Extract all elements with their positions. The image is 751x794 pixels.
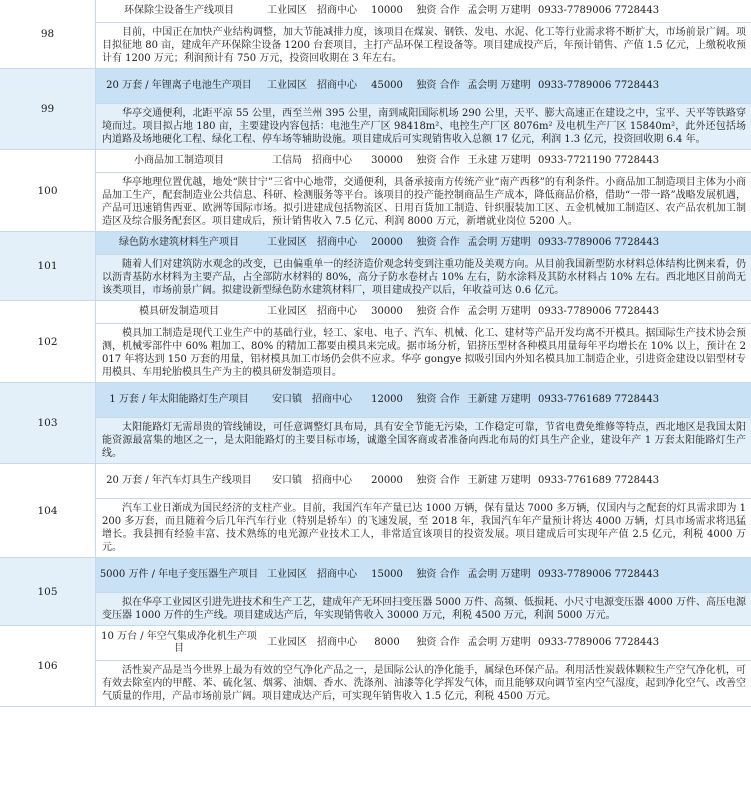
project-header [96,301,751,324]
project-location: 工业园区 招商中心 [267,80,357,91]
project-header [96,558,751,593]
project-investment: 10000 [371,5,403,16]
project-header [96,626,751,661]
project-header [96,464,751,499]
project-investment: 20000 [371,475,403,486]
project-location: 工信局 招商中心 [272,155,352,166]
project-row [0,558,751,626]
project-contact: 孟会明 万建明 [467,80,531,91]
project-contact: 孟会明 万建明 [467,569,531,580]
project-phone: 0933-7761689 7728443 [538,394,660,405]
project-investment: 12000 [371,394,403,405]
project-contact: 孟会明 万建明 [467,237,531,248]
project-header [96,383,751,418]
project-description: 模具加工制造是现代工业生产中的基础行业，轻工、家电、电子、汽车、机械、化工、建材等产品开发均离不开模具。据国际生产技术协会预测，机械零部件中 60% 粗加工、80% 的精加工都要由模具来完成。据市场分析，铝挤压型材各种模具用量每年平均增长在 10% 以上，预计在 2017 年将达到 150 万套的用量，铝材模具加工市场仍会供不应求。华亭 gongye 拟吸引国内外知名模具加工制造企业，引进资金建设以铝型材专用模具、车用轮胎模具生产为主的模具研发制造项目。 [102,328,746,378]
project-contact: 王新建 万建明 [467,475,531,486]
project-number: 104 [0,464,96,557]
project-contact: 孟会明 万建明 [467,637,531,648]
project-header [96,69,751,104]
project-cooperation-mode: 独资 合作 [416,306,460,317]
project-location: 工业园区 招商中心 [267,5,357,16]
project-number: 103 [0,383,96,463]
project-cooperation-mode: 独资 合作 [416,569,460,580]
project-description: 拟在华亭工业园区引进先进技术和生产工艺，建成年产无环回扫变压器 5000 万件、高频、低损耗、小尺寸电源变压器 4000 万件、高压电源变压器 1000 万件的生产线。项目建成达产后，年实现销售收入 30000 万元，利税 4500 万元，利润 5000 万元。 [96,593,751,625]
project-body [96,464,751,557]
project-description: 华亭交通便利，北距平凉 55 公里，西至兰州 395 公里，南到咸阳国际机场 290 公里，天平、膨大高速正在建设之中，宝平、天平等铁路穿境而过。项目拟占地 180 亩，主要建设内容包括：电池生产厂区 98418m²、电控生产厂区 8076m² 及电机生产厂区 15840m²，此外还包括场内道路及场地硬化工程、绿化工程、停车场等辅助设施。项目建成后可实现销售收入总额 17 亿元，利润 1.3 亿元，投资回收期 6.4 年。 [96,104,751,149]
project-phone: 0933-7789006 7728443 [538,80,660,91]
project-phone: 0933-7789006 7728443 [538,637,660,648]
project-row [0,626,751,707]
project-name: 小商品加工制造项目 [134,155,224,166]
project-name: 10 万台 / 年空气集成净化机生产项目 [101,631,257,654]
project-investment: 30000 [371,306,403,317]
project-name: 绿色防水建筑材料生产项目 [119,237,239,248]
project-cooperation-mode: 独资 合作 [416,155,460,166]
project-row [0,383,751,464]
project-body [96,232,751,300]
project-number: 101 [0,232,96,300]
project-investment: 30000 [371,155,403,166]
project-name: 环保除尘设备生产线项目 [124,5,234,16]
project-cooperation-mode: 独资 合作 [416,475,460,486]
project-number: 99 [0,69,96,149]
project-cooperation-mode: 独资 合作 [416,394,460,405]
project-location: 工业园区 招商中心 [267,237,357,248]
project-cooperation-mode: 独资 合作 [416,80,460,91]
project-body [96,0,751,68]
project-name: 20 万套 / 年锂离子电池生产项目 [106,80,252,91]
project-contact: 孟会明 万建明 [467,5,531,16]
project-number: 100 [0,150,96,231]
project-contact: 孟会明 万建明 [467,306,531,317]
project-body [96,150,751,231]
project-location: 安口镇 招商中心 [272,394,352,405]
project-phone: 0933-7789006 7728443 [538,237,660,248]
project-description: 汽车工业日渐成为国民经济的支柱产业。目前，我国汽车年产量已达 1000 万辆，保有量达 7000 多万辆，仅国内与之配套的灯具需求即为 1200 多万套，而且随着今后几年汽车行业（特别是轿车）的飞速发展，至 2018 年，我国汽车年产量预计将达 4000 万辆，灯具市场需求将迅猛增长。我县拥有经验丰富、技术熟练的电光源产业技术工人，非常适宜该项目的投资发展。项目建成后可实现年产值 2.5 亿元，利税 4000 万元。 [102,503,746,553]
project-phone: 0933-7789006 7728443 [538,569,660,580]
project-location: 工业园区 招商中心 [267,637,357,648]
project-name: 5000 万件 / 年电子变压器生产项目 [99,569,259,580]
project-number: 102 [0,301,96,382]
project-cooperation-mode: 独资 合作 [416,237,460,248]
project-description: 太阳能路灯无需昂贵的管线铺设，可任意调整灯具布局，具有安全节能无污染，工作稳定可靠，节省电费免维修等特点，西北地区是我国太阳能资源最富集的地区之一，是太阳能路灯的主要目标市场，诚邀全国客商或者准备向西北布局的灯具生产企业，建设年产 1 万套太阳能路灯生产线。 [96,418,751,463]
project-phone: 0933-7761689 7728443 [538,475,660,486]
project-row [0,69,751,150]
project-row [0,0,751,69]
project-phone: 0933-7789006 7728443 [538,306,660,317]
project-description: 活性炭产品是当今世界上最为有效的空气净化产品之一，是国际公认的净化能手，属绿色环保产品。利用活性炭载体颗粒生产空气净化机，可有效去除室内的甲醛、苯、硫化氢、烟雾、油烟、香水、洗涤剂、油漆等化学挥发气体，而且能够双向调节室内空气湿度，起到净化空气、改善空气质量的作用，产品市场前景广阔。项目建成达产后，可实现年销售收入 1.5 亿元，利税 4500 万元。 [102,665,746,702]
project-name: 模具研发制造项目 [139,306,219,317]
project-contact: 王永建 万建明 [467,155,531,166]
project-body [96,626,751,706]
project-number: 106 [0,626,96,706]
project-phone: 0933-7721190 7728443 [538,155,660,166]
project-header [96,0,751,23]
project-investment: 8000 [374,637,400,648]
project-description: 目前，中国正在加快产业结构调整，加大节能减排力度，该项目在煤炭、钢铁、发电、水泥、化工等行业需求将不断扩大，市场前景广阔。项目拟征地 80 亩，建成年产环保除尘设备 1200 台套项目，主打产品环保工程设备等。项目建成投产后，年预计销售、产值 1.5 亿元，上缴税收预计有 1200 万元；利润预计有 750 万元，投资回收期在 3 年左右。 [102,27,746,64]
project-header [96,232,751,255]
project-contact: 王新建 万建明 [467,394,531,405]
project-location: 安口镇 招商中心 [272,475,352,486]
project-row [0,464,751,558]
project-investment: 20000 [371,237,403,248]
project-cooperation-mode: 独资 合作 [416,637,460,648]
project-investment: 15000 [371,569,403,580]
project-description: 华亭地理位置优越，地处“陕甘宁”三省中心地带，交通便利，具备承接南方传统产业“南产西移”的有利条件。小商品加工制造项目主体为小商品加工生产，配套制造业公共信息、科研、检测服务等平台。该项目的投产能控制商品生产成本，降低商品价格，借助“一带一路”战略发展机遇，产品可迅速销售西亚、欧洲等国际市场。拟引进建成包括物流区、日用百货加工制造、针织服装加工区、五金机械加工制造区、农产品农机加工制造区及综合服务配套区。项目建成后，预计销售收入 7.5 亿元、利润 8000 万元，新增就业岗位 5200 人。 [102,177,746,227]
project-header [96,150,751,173]
project-row [0,301,751,383]
project-description: 随着人们对建筑防水观念的改变，已由偏重单一的经济造价观念转变到注重功能及美观方向。从目前我国新型防水材料总体结构比例来看，仍以沥青基防水材料为主要产品，占全部防水材料的 80%，高分子防水卷材占 10% 左右，防水涂料及其防水材料占 10% 左右。西北地区目前尚无该类项目，市场前景广阔。拟建设新型绿色防水建筑材料厂，项目建成投产以后，年收益可达 0.6 亿元。 [96,255,751,300]
project-location: 工业园区 招商中心 [267,306,357,317]
project-body [96,383,751,463]
project-row [0,150,751,232]
project-name: 20 万套 / 年汽车灯具生产线项目 [106,475,252,486]
project-number: 98 [0,0,96,68]
project-number: 105 [0,558,96,625]
project-investment: 45000 [371,80,403,91]
project-row [0,232,751,301]
project-body [96,558,751,625]
project-cooperation-mode: 独资 合作 [416,5,460,16]
project-name: 1 万套 / 年太阳能路灯生产项目 [109,394,249,405]
project-body [96,69,751,149]
project-phone: 0933-7789006 7728443 [538,5,660,16]
project-location: 工业园区 招商中心 [267,569,357,580]
project-body [96,301,751,382]
